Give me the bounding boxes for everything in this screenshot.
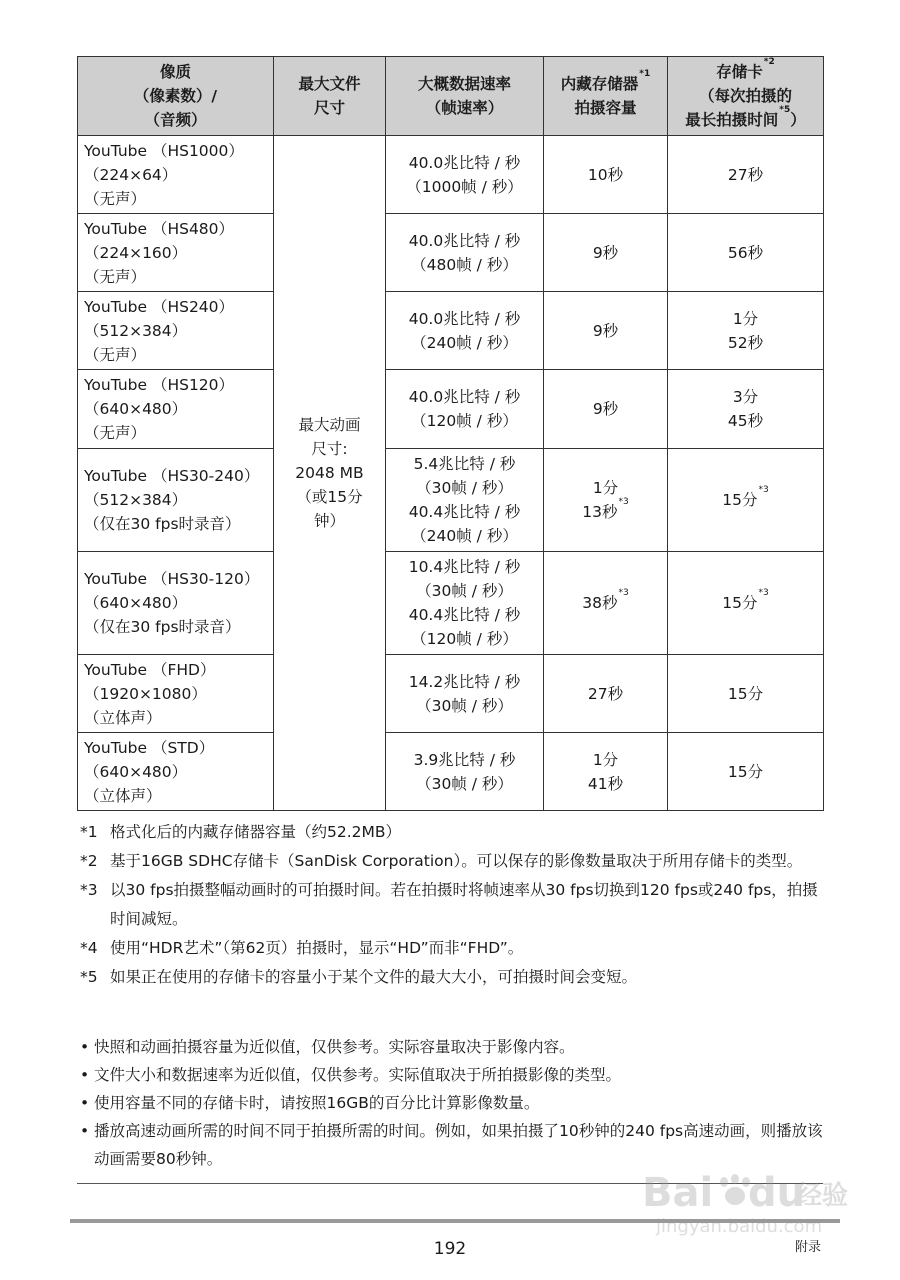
memory-capacity-cell: 1分 13秒$^{*3}$ — [544, 449, 668, 552]
table-row — [78, 733, 824, 811]
footnote: *4 使用“HDR艺术”（第62页）拍摄时，显示“HD”而非“FHD”。 — [80, 939, 524, 957]
data-rate-cell: 40.0兆比特 / 秒 （120帧 / 秒） — [386, 370, 544, 449]
divider — [77, 1183, 823, 1184]
list-item: • 文件大小和数据速率为近似值，仅供参考。实际值取决于所拍摄影像的类型。 — [80, 1061, 825, 1089]
data-rate-cell: 40.0兆比特 / 秒 （240帧 / 秒） — [386, 292, 544, 370]
memory-capacity-cell: 9秒 — [544, 292, 668, 370]
bullet-icon: • — [80, 1094, 90, 1112]
quality-cell: YouTube （HS480） （224×160） （无声） — [78, 214, 274, 292]
quality-cell: YouTube （FHD） （1920×1080） （立体声） — [78, 655, 274, 733]
card-capacity-cell: 56秒 — [668, 214, 824, 292]
footer-rule — [70, 1219, 840, 1223]
svg-text:经验: 经验 — [796, 1181, 849, 1211]
page-number: 192 — [433, 1239, 467, 1259]
table-row — [78, 370, 824, 449]
card-capacity-cell: 15分 — [668, 655, 824, 733]
footnote-ref: *1 — [639, 69, 651, 79]
header-memory-card: 存储卡$^{*2}$ （每次拍摄的 最长拍摄时间$^{*5}$） — [668, 57, 824, 136]
footnote: *3 以30 fps拍摄整幅动画时的可拍摄时间。若在拍摄时将帧速率从30 fps切换到120 fps或240 fps，拍摄时间减短。 — [80, 881, 818, 928]
header-file-size: 最大文件 尺寸 — [274, 57, 386, 136]
data-rate-cell: 3.9兆比特 / 秒 （30帧 / 秒） — [386, 733, 544, 811]
table-row — [78, 214, 824, 292]
card-capacity-cell: 15分 — [668, 733, 824, 811]
data-rate-cell: 40.0兆比特 / 秒 （1000帧 / 秒） — [386, 136, 544, 214]
card-capacity-cell: 15分$^{*3}$ — [668, 552, 824, 655]
footnote: *1 格式化后的内藏存储器容量（约52.2MB） — [80, 823, 402, 841]
paw-icon — [720, 1174, 750, 1205]
footnote-ref: *3 — [758, 588, 769, 598]
list-item: • 播放高速动画所需的时间不同于拍摄所需的时间。例如，如果拍摄了10秒钟的240 fps高速动画，则播放该动画需要80秒钟。 — [80, 1117, 825, 1173]
list-item: • 使用容量不同的存储卡时，请按照16GB的百分比计算影像数量。 — [80, 1089, 825, 1117]
table-row — [78, 552, 824, 655]
footnote-ref: *3 — [618, 497, 629, 507]
data-rate-cell: 10.4兆比特 / 秒 （30帧 / 秒） 40.4兆比特 / 秒 （120帧 / 秒） — [386, 552, 544, 655]
card-capacity-cell: 3分 45秒 — [668, 370, 824, 449]
table-row — [78, 449, 824, 552]
footnote: *5 如果正在使用的存储卡的容量小于某个文件的最大大小，可拍摄时间会变短。 — [80, 968, 638, 986]
memory-capacity-cell: 38秒$^{*3}$ — [544, 552, 668, 655]
quality-cell: YouTube （HS1000） （224×64） （无声） — [78, 136, 274, 214]
svg-text:jingyan.baidu.com: jingyan.baidu.com — [656, 1216, 823, 1237]
table-row — [78, 655, 824, 733]
quality-cell: YouTube （HS120） （640×480） （无声） — [78, 370, 274, 449]
footnote-ref: *3 — [618, 588, 629, 598]
quality-cell: YouTube （HS30-120） （640×480） （仅在30 fps时录音） — [78, 552, 274, 655]
memory-capacity-cell: 9秒 — [544, 214, 668, 292]
memory-capacity-cell: 10秒 — [544, 136, 668, 214]
bullet-icon: • — [80, 1038, 90, 1056]
card-capacity-cell: 1分 52秒 — [668, 292, 824, 370]
bullet-icon: • — [80, 1066, 90, 1084]
memory-capacity-cell: 1分 41秒 — [544, 733, 668, 811]
bullet-notes — [80, 1033, 825, 1173]
section-label: 附录 — [795, 1240, 822, 1255]
table-row — [78, 136, 824, 214]
footnote: *2 基于16GB SDHC存储卡（SanDisk Corporation）。可以保存的影像数量取决于所用存储卡的类型。 — [80, 852, 803, 870]
memory-capacity-cell: 27秒 — [544, 655, 668, 733]
card-capacity-cell: 27秒 — [668, 136, 824, 214]
list-item: • 快照和动画拍摄容量为近似值，仅供参考。实际容量取决于影像内容。 — [80, 1033, 825, 1061]
svg-text:du: du — [748, 1170, 806, 1216]
svg-text:Bai: Bai — [642, 1170, 714, 1216]
capacity-table — [77, 56, 824, 811]
bullet-icon: • — [80, 1122, 90, 1140]
footnote-ref: *2 — [763, 57, 775, 67]
data-rate-cell: 5.4兆比特 / 秒 （30帧 / 秒） 40.4兆比特 / 秒 （240帧 / 秒） — [386, 449, 544, 552]
card-capacity-cell: 15分$^{*3}$ — [668, 449, 824, 552]
data-rate-cell: 14.2兆比特 / 秒 （30帧 / 秒） — [386, 655, 544, 733]
quality-cell: YouTube （HS240） （512×384） （无声） — [78, 292, 274, 370]
quality-cell: YouTube （HS30-240） （512×384） （仅在30 fps时录音） — [78, 449, 274, 552]
footnote-ref: *5 — [779, 105, 791, 115]
quality-cell: YouTube （STD） （640×480） （立体声） — [78, 733, 274, 811]
data-rate-cell: 40.0兆比特 / 秒 （480帧 / 秒） — [386, 214, 544, 292]
memory-capacity-cell: 9秒 — [544, 370, 668, 449]
footnotes — [80, 818, 825, 992]
table-header-row — [78, 57, 824, 136]
header-internal-memory: 内藏存储器$^{*1}$ 拍摄容量 — [544, 57, 668, 136]
header-data-rate: 大概数据速率 （帧速率） — [386, 57, 544, 136]
max-file-size-cell: 最大动画 尺寸: 2048 MB （或15分 钟） — [274, 136, 386, 811]
header-quality: 像质 （像素数）/ （音频） — [78, 57, 274, 136]
footnote-ref: *3 — [758, 485, 769, 495]
table-row — [78, 292, 824, 370]
